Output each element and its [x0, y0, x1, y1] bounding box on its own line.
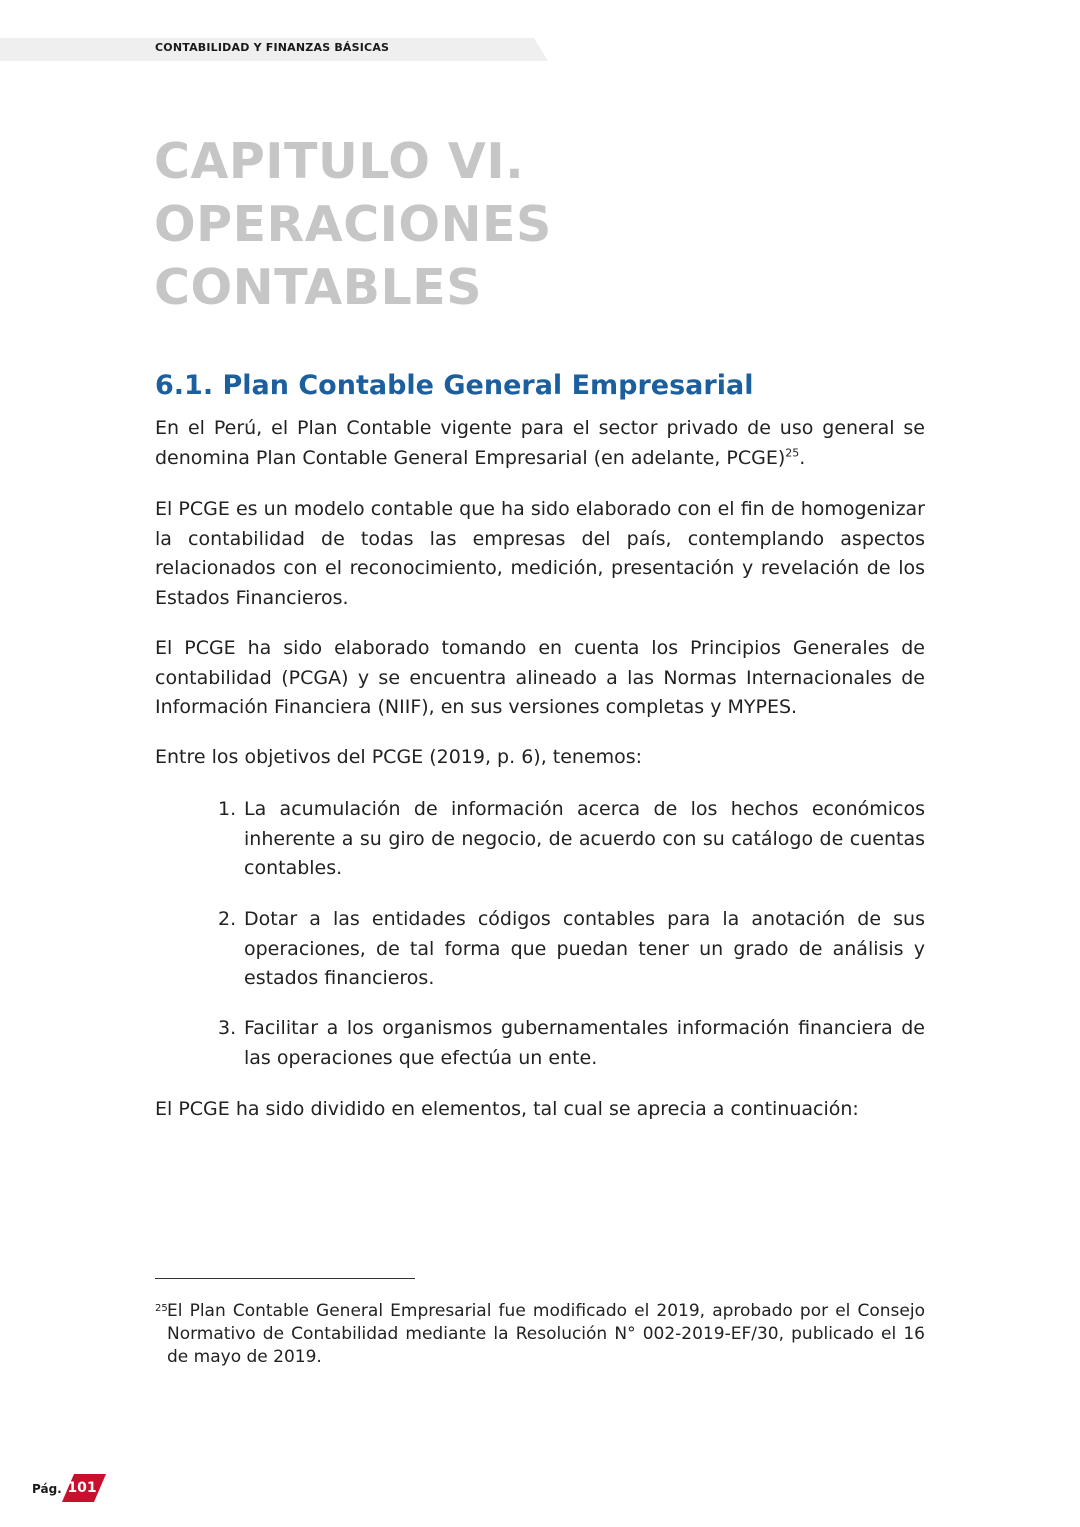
section-title: 6.1. Plan Contable General Empresarial — [155, 370, 754, 401]
list-item-number: 2. — [218, 908, 237, 930]
footnote-reference[interactable]: 25 — [785, 446, 800, 460]
paragraph-objectives-intro: Entre los objetivos del PCGE (2019, p. 6), tenemos: — [155, 746, 643, 768]
footnote — [155, 1300, 925, 1369]
chapter-title — [154, 130, 854, 319]
chapter-title-line-3: CONTABLES — [154, 259, 483, 316]
footnote-mark: 25 — [155, 1303, 168, 1314]
running-header: CONTABILIDAD Y FINANZAS BÁSICAS — [155, 41, 390, 54]
list-item — [218, 1014, 925, 1073]
list-item — [218, 795, 925, 884]
paragraph-intro-end: . — [799, 446, 806, 469]
list-item-text: Facilitar a los organismos gubernamentales información financiera de las operaciones que efectúa un ente. — [244, 1017, 925, 1069]
paragraph-elements-intro: El PCGE ha sido dividido en elementos, tal cual se aprecia a continuación: — [155, 1098, 859, 1120]
page-label: Pág. — [32, 1482, 62, 1496]
footnote-divider — [155, 1278, 415, 1279]
paragraph-pcge-model: El PCGE es un modelo contable que ha sido elaborado con el fin de homogenizar la contabilidad de todas las empresas del país, contemplando aspectos relacionados con el reconocimiento, medición, presentación y revelación de los Estados Financieros. — [155, 498, 925, 609]
list-item-text: La acumulación de información acerca de los hechos económicos inherente a su giro de negocio, de acuerdo con su catálogo de cuentas contables. — [244, 798, 925, 879]
list-item — [218, 905, 925, 994]
list-item-text: Dotar a las entidades códigos contables para la anotación de sus operaciones, de tal forma que puedan tener un grado de análisis y estados financieros. — [244, 908, 925, 989]
chapter-title-line-1: CAPITULO VI. — [154, 133, 525, 190]
paragraph-pcge-niif: El PCGE ha sido elaborado tomando en cuenta los Principios Generales de contabilidad (PCGA) y se encuentra alineado a las Normas Internacionales de Información Financiera (NIIF), en sus versiones completas y MYPES. — [155, 637, 925, 718]
paragraph-intro-text: En el Perú, el Plan Contable vigente para el sector privado de uso general se denomina Plan Contable General Empresarial (en adelante, PCGE) — [155, 417, 925, 469]
paragraph-intro — [155, 414, 925, 473]
page-number: 101 — [67, 1480, 97, 1496]
chapter-title-line-2: OPERACIONES — [154, 196, 552, 253]
list-item-number: 1. — [218, 798, 237, 820]
footnote-text: El Plan Contable General Empresarial fue modificado el 2019, aprobado por el Consejo Normativo de Contabilidad mediante la Resolución N° 002-2019-EF/30, publicado el 16 de mayo de 2019. — [167, 1301, 925, 1367]
list-item-number: 3. — [218, 1017, 237, 1039]
